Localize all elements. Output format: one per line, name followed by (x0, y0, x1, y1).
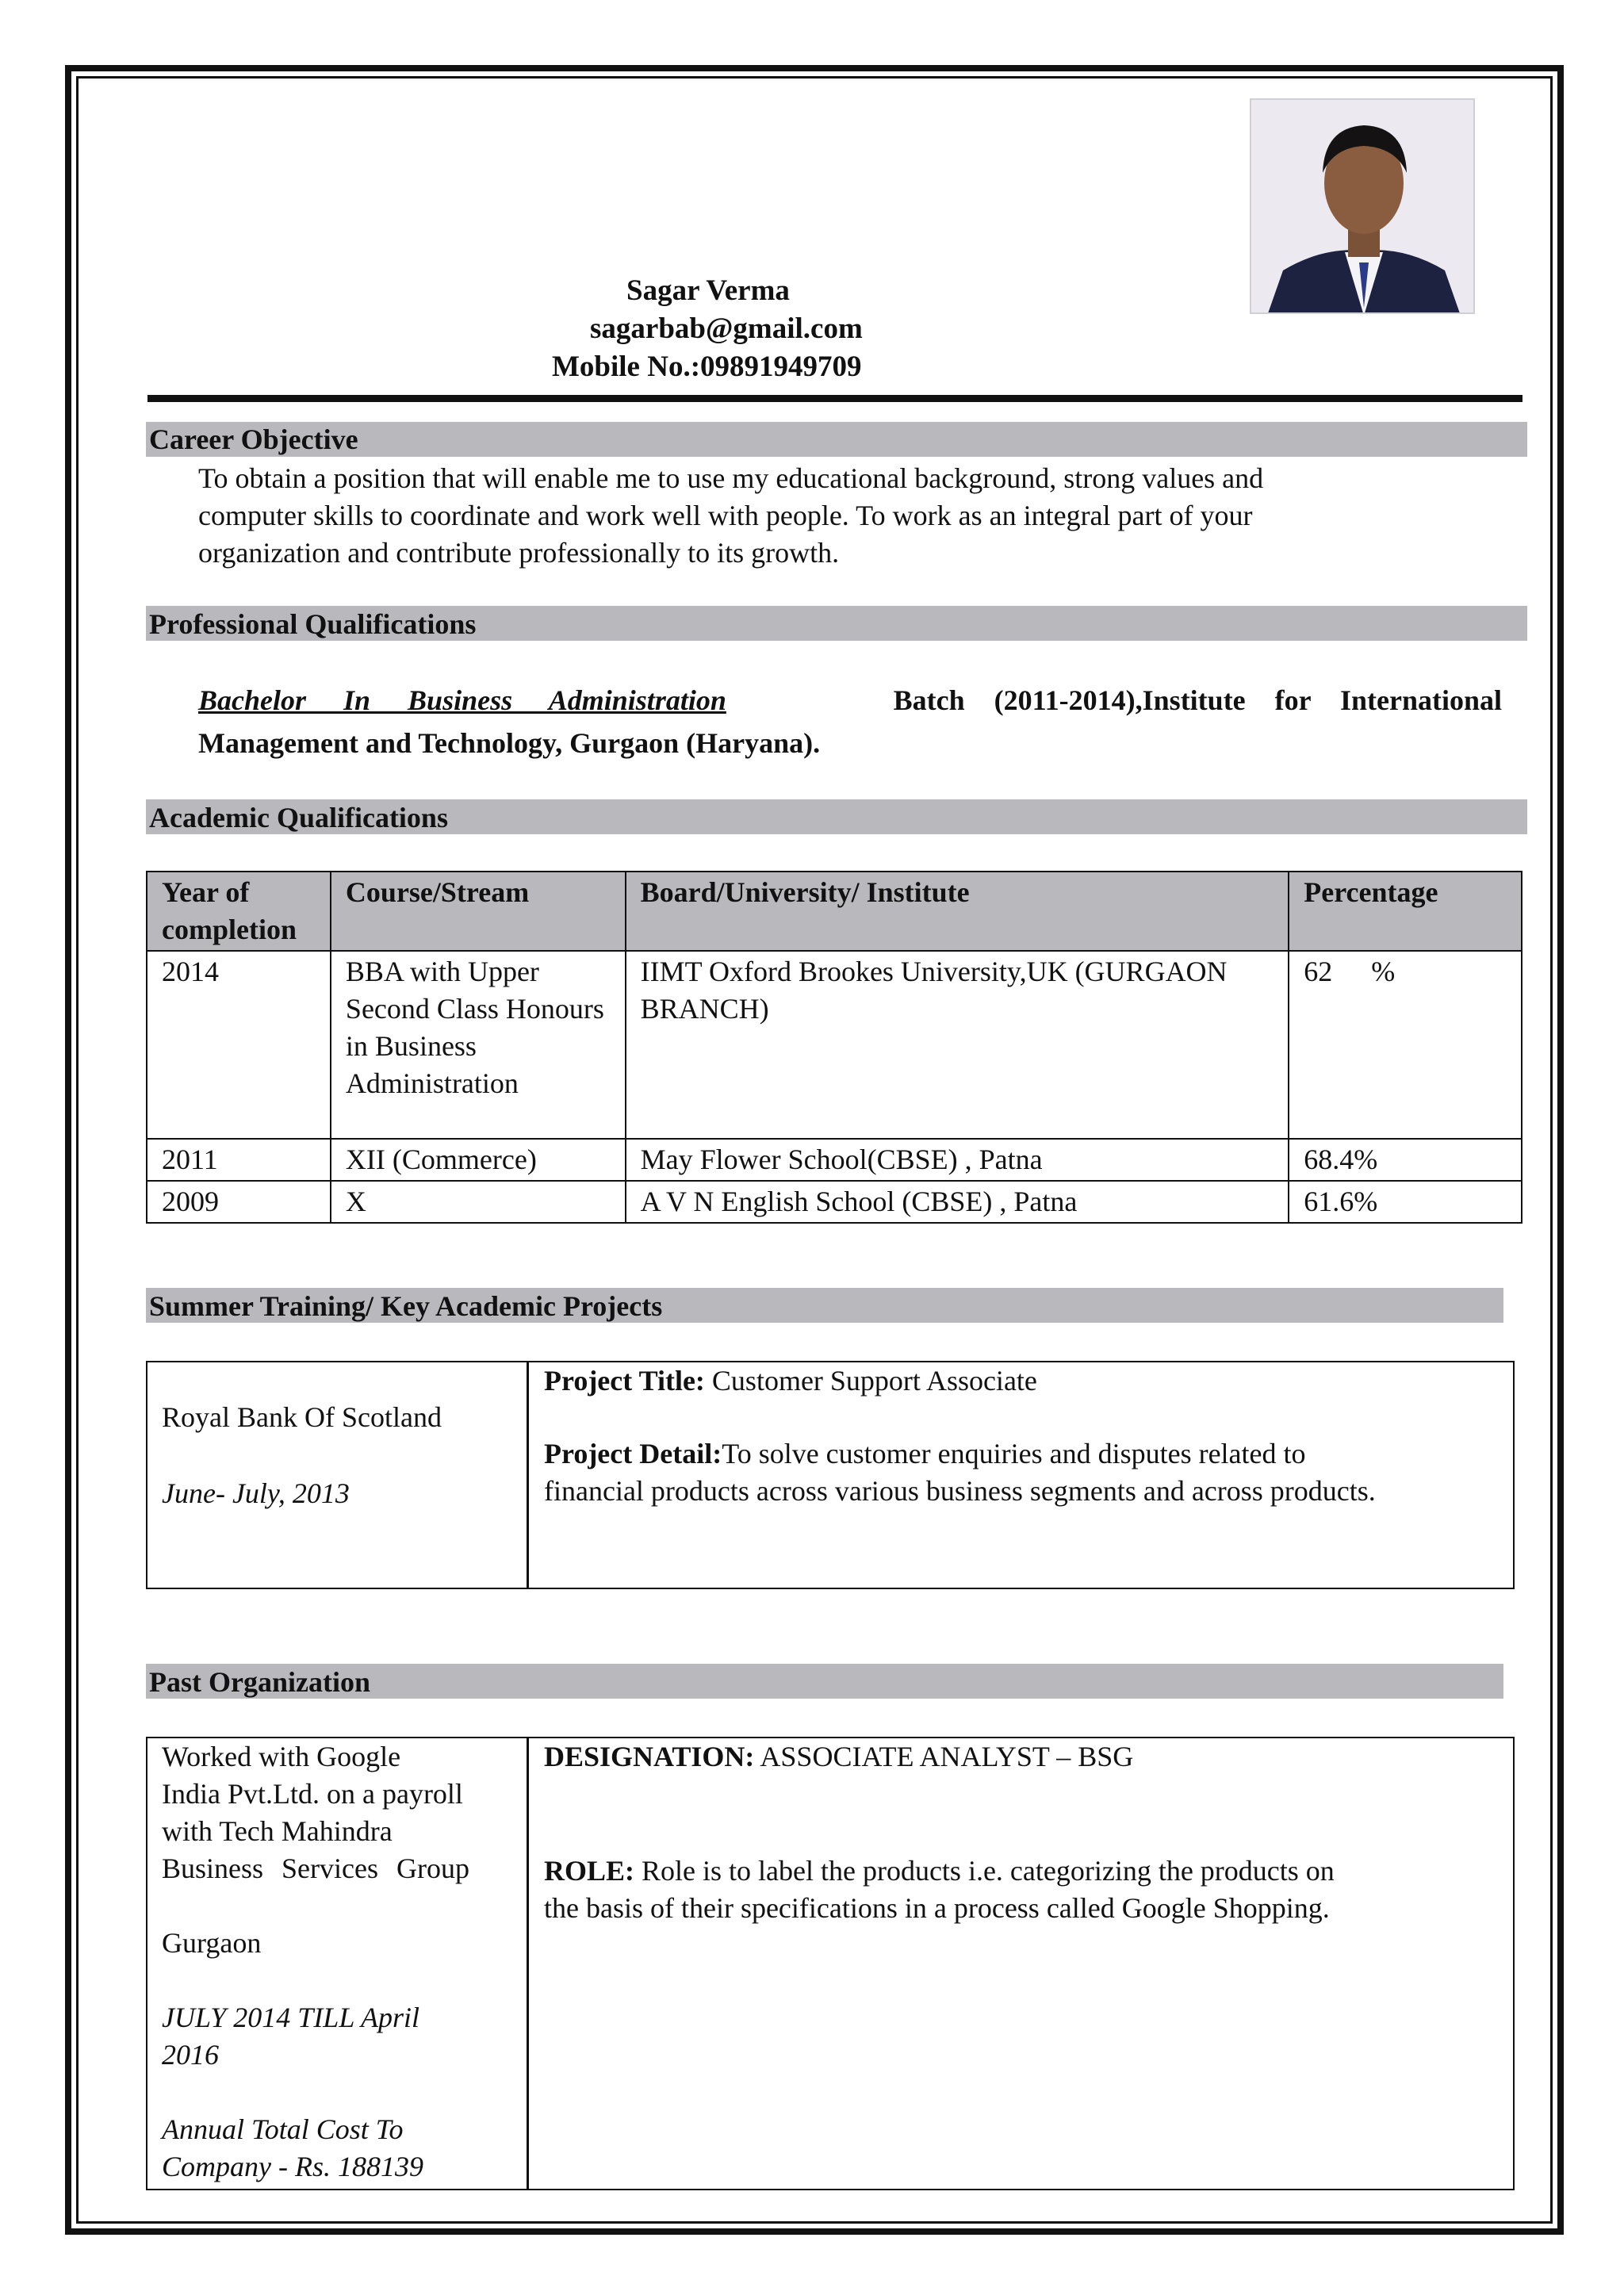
career-line-3: organization and contribute professionally to its growth. (198, 537, 840, 569)
employer-line-2: India Pvt.Ltd. on a payroll (162, 1778, 463, 1810)
profile-photo (1250, 98, 1475, 314)
cell-course: BBA with Upper Second Class Honours in Business Administration (331, 951, 626, 1139)
ctc-line-1: Annual Total Cost To (162, 2113, 404, 2145)
col-course: Course/Stream (331, 872, 626, 951)
professional-text (198, 679, 1502, 764)
employer-line-1: Worked with Google (162, 1741, 401, 1772)
designation-label: DESIGNATION: (544, 1741, 755, 1772)
cell-year: 2011 (147, 1139, 331, 1181)
employer-location: Gurgaon (162, 1927, 262, 1959)
employer-line-4: Business Services Group (162, 1852, 469, 1884)
header-rule (147, 395, 1522, 402)
cell-percentage: 61.6% (1289, 1181, 1522, 1223)
portrait-image (1251, 100, 1475, 314)
col-board: Board/University/ Institute (626, 872, 1289, 951)
section-title-training: Summer Training/ Key Academic Projects (149, 1290, 663, 1322)
cell-year: 2014 (147, 951, 331, 1139)
designation-line (544, 1738, 1503, 1776)
role-value-1: Role is to label the products i.e. categorizing the products on (642, 1855, 1335, 1887)
project-detail-value-1: To solve customer enquiries and disputes related to (722, 1438, 1306, 1469)
project-title-line (544, 1362, 1503, 1400)
career-objective-text (198, 460, 1499, 572)
role-label: ROLE: (544, 1855, 635, 1887)
cell-course: XII (Commerce) (331, 1139, 626, 1181)
employment-period-1: JULY 2014 TILL April (162, 2002, 420, 2033)
role-value-2: the basis of their specifications in a process called Google Shopping. (544, 1892, 1330, 1924)
training-company: Royal Bank Of Scotland (162, 1401, 442, 1433)
degree-name: Bachelor In Business Administration (198, 684, 726, 716)
career-line-1: To obtain a position that will enable me to use my educational background, strong values and (198, 462, 1264, 494)
project-detail-label: Project Detail: (544, 1438, 722, 1469)
candidate-mobile: Mobile No.:09891949709 (552, 351, 862, 383)
section-title-past: Past Organization (149, 1666, 370, 1698)
cell-percentage: 62 % (1289, 951, 1522, 1139)
candidate-name: Sagar Verma (626, 274, 790, 307)
career-line-2: computer skills to coordinate and work well with people. To work as an integral part of your (198, 500, 1253, 531)
section-title-career: Career Objective (149, 423, 358, 455)
cell-course: X (331, 1181, 626, 1223)
col-year: Year of completion (147, 872, 331, 951)
degree-batch: Batch (2011-2014),Institute for International (893, 684, 1502, 716)
col-percentage: Percentage (1289, 872, 1522, 951)
project-detail-value-2: financial products across various business segments and across products. (544, 1475, 1376, 1507)
ctc-line-2: Company - Rs. 188139 (162, 2151, 423, 2182)
cell-percentage: 68.4% (1289, 1139, 1522, 1181)
employment-period-2: 2016 (162, 2039, 219, 2071)
training-project (544, 1362, 1503, 1510)
candidate-email: sagarbab@gmail.com (590, 312, 863, 345)
training-period: June- July, 2013 (162, 1477, 350, 1509)
project-title-value: Customer Support Associate (711, 1365, 1037, 1397)
employer-line-3: with Tech Mahindra (162, 1815, 393, 1847)
academic-table (146, 871, 1522, 1224)
past-role (544, 1738, 1503, 1927)
cell-board: A V N English School (CBSE) , Patna (626, 1181, 1289, 1223)
role-line (544, 1852, 1503, 1890)
training-divider (527, 1361, 529, 1589)
past-employer (162, 1738, 519, 2186)
project-detail-line (544, 1435, 1503, 1473)
cell-board: May Flower School(CBSE) , Patna (626, 1139, 1289, 1181)
table-row (147, 1181, 1522, 1223)
past-divider (527, 1737, 529, 2190)
section-title-academic: Academic Qualifications (149, 802, 448, 833)
table-row (147, 1139, 1522, 1181)
professional-line-1 (198, 679, 1502, 722)
designation-value: ASSOCIATE ANALYST – BSG (760, 1741, 1134, 1772)
professional-line-2: Management and Technology, Gurgaon (Haryana). (198, 727, 821, 759)
section-title-professional: Professional Qualifications (149, 608, 477, 640)
cell-year: 2009 (147, 1181, 331, 1223)
academic-header-row (147, 872, 1522, 951)
table-row (147, 951, 1522, 1139)
project-title-label: Project Title: (544, 1365, 705, 1397)
cell-board: IIMT Oxford Brookes University,UK (GURGAON BRANCH) (626, 951, 1289, 1139)
